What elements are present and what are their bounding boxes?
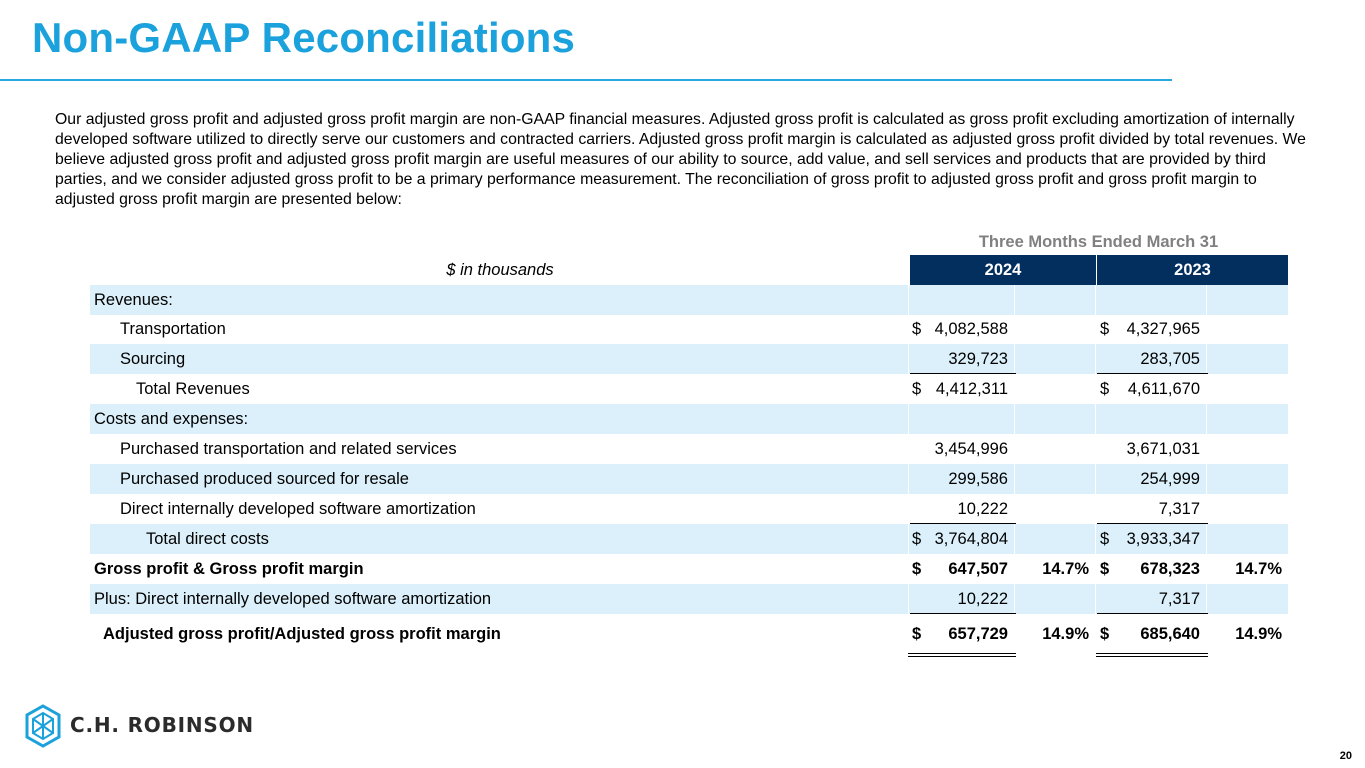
row-label: Purchased produced sourced for resale <box>120 470 409 488</box>
value-2023: 283,705 <box>1140 350 1200 368</box>
table-row <box>90 619 1288 649</box>
value-2024: 657,729 <box>948 625 1008 643</box>
margin-2024: 14.7% <box>1042 560 1089 578</box>
value-2023: 7,317 <box>1158 590 1200 608</box>
row-label: Plus: Direct internally developed software amortization <box>94 590 492 608</box>
value-2024: 4,082,588 <box>934 320 1008 338</box>
currency-symbol: $ <box>912 625 922 643</box>
currency-symbol: $ <box>1100 320 1110 338</box>
row-label: Costs and expenses: <box>94 410 249 428</box>
value-2023: 4,611,670 <box>1127 380 1200 398</box>
year-header-2023: 2023 <box>1097 255 1288 285</box>
subtotal-underline <box>910 613 1016 614</box>
value-2023: 685,640 <box>1140 625 1200 643</box>
page-number: 20 <box>1339 750 1352 762</box>
row-label: Transportation <box>120 320 226 338</box>
total-double-underline <box>1096 653 1208 657</box>
value-2023: 3,671,031 <box>1126 440 1200 458</box>
value-2024: 10,222 <box>957 590 1008 608</box>
ch-robinson-logo-icon <box>24 704 62 748</box>
subtotal-underline <box>1097 613 1208 614</box>
margin-2024: 14.9% <box>1042 625 1089 643</box>
currency-symbol: $ <box>1100 530 1110 548</box>
value-2024: 3,454,996 <box>934 440 1008 458</box>
unit-label: $ in thousands <box>446 261 554 279</box>
table-row <box>90 494 1288 524</box>
table-header-row <box>90 255 1288 285</box>
table-row <box>90 554 1288 584</box>
row-label: Total Revenues <box>136 380 250 398</box>
margin-2023: 14.9% <box>1235 625 1282 643</box>
value-2024: 4,412,311 <box>935 380 1008 398</box>
table-row <box>90 524 1288 554</box>
row-label: Sourcing <box>120 350 186 368</box>
value-2024: 299,586 <box>948 470 1008 488</box>
currency-symbol: $ <box>912 320 922 338</box>
value-2024: 10,222 <box>957 500 1008 518</box>
row-label: Direct internally developed software amortization <box>120 500 476 518</box>
company-logo-text: C.H. ROBINSON <box>70 713 254 737</box>
value-2023: 7,317 <box>1158 500 1200 518</box>
value-2024: 329,723 <box>948 350 1008 368</box>
table-row <box>90 404 1288 434</box>
row-label: Adjusted gross profit/Adjusted gross profit margin <box>103 625 501 643</box>
subtotal-underline <box>910 373 1016 374</box>
year-header-2024: 2024 <box>910 255 1096 285</box>
currency-symbol: $ <box>1100 380 1110 398</box>
row-label: Total direct costs <box>146 530 269 548</box>
row-label: Revenues: <box>94 291 173 309</box>
table-row <box>90 464 1288 494</box>
subtotal-underline <box>1097 523 1208 524</box>
value-2024: 647,507 <box>948 560 1008 578</box>
page-title: Non-GAAP Reconciliations <box>32 14 576 61</box>
value-2024: 3,764,804 <box>934 530 1008 548</box>
table-row <box>90 344 1288 374</box>
currency-symbol: $ <box>912 530 922 548</box>
value-2023: 4,327,965 <box>1126 320 1200 338</box>
subtotal-underline <box>1097 373 1208 374</box>
table-row <box>90 314 1288 344</box>
total-double-underline <box>908 653 1016 657</box>
table-row <box>90 434 1288 464</box>
value-2023: 254,999 <box>1140 470 1200 488</box>
intro-paragraph: Our adjusted gross profit and adjusted gross profit margin are non-GAAP financial measures. Adjusted gross profit is calculated as gross profit excluding amortization of internally developed software utilized to directly serve our customers and contracted carriers. Adjusted gross profit margin is calculated as adjusted gross profit divided by total revenues. We believe adjusted gross profit and adjusted gross profit margin are useful measures of our ability to source, add value, and sell services and products that are provided by third parties, and we consider adjusted gross profit to be a primary performance measurement. The reconciliation of gross profit to adjusted gross profit and gross profit margin to adjusted gross profit margin are presented below: <box>55 111 1306 208</box>
row-label: Purchased transportation and related services <box>120 440 457 458</box>
subtotal-underline <box>910 523 1016 524</box>
currency-symbol: $ <box>912 560 922 578</box>
title-divider <box>0 79 1172 81</box>
margin-2023: 14.7% <box>1235 560 1282 578</box>
row-label: Gross profit & Gross profit margin <box>94 560 364 578</box>
table-row <box>90 285 1288 315</box>
currency-symbol: $ <box>1100 625 1110 643</box>
period-header: Three Months Ended March 31 <box>978 233 1219 251</box>
table-row <box>90 374 1288 404</box>
currency-symbol: $ <box>912 380 922 398</box>
currency-symbol: $ <box>1100 560 1110 578</box>
value-2023: 3,933,347 <box>1126 530 1200 548</box>
value-2023: 678,323 <box>1140 560 1200 578</box>
table-row <box>90 584 1288 614</box>
